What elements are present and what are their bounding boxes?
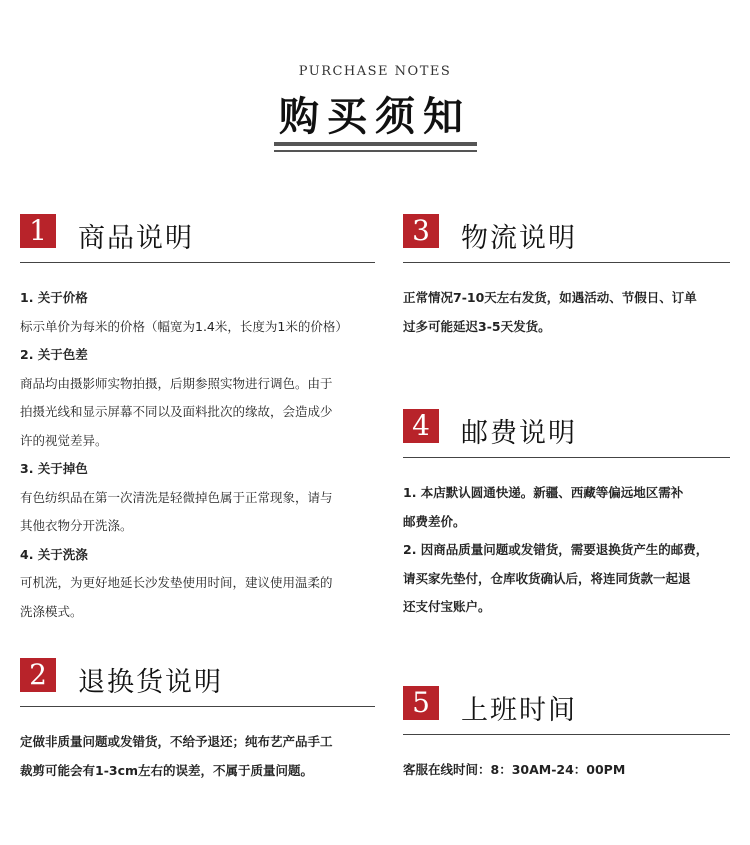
body-line: 拍摄光线和显示屏幕不同以及面料批次的缘故，会造成少 xyxy=(20,404,333,419)
body-line: 定做非质量问题或发错货，不给予退还；纯布艺产品手工 xyxy=(20,734,333,749)
page-title: 购买须知 xyxy=(279,93,471,140)
section-body xyxy=(20,728,375,785)
body-line: 标示单价为每米的价格（幅宽为1.4米，长度为1米的价格） xyxy=(20,318,348,334)
title-rule-thick xyxy=(274,142,477,146)
section-divider xyxy=(403,262,730,263)
body-line: 洗涤模式。 xyxy=(20,603,83,619)
body-line: 1. 本店默认圆通快递。新疆、西藏等偏远地区需补 xyxy=(403,485,684,500)
body-line: 2. 因商品质量问题或发错货，需要退换货产生的邮费， xyxy=(403,542,709,557)
section-number-badge: 4 xyxy=(403,409,439,443)
section-body xyxy=(403,479,730,622)
section-divider xyxy=(20,262,375,263)
section-header xyxy=(403,214,730,264)
body-line: 1. 关于价格 xyxy=(20,290,88,305)
body-line: 有色纺织品在第一次清洗是轻微掉色属于正常现象，请与 xyxy=(20,489,333,505)
section-body xyxy=(20,284,375,626)
body-line: 裁剪可能会有1-3cm左右的误差，不属于质量问题。 xyxy=(20,762,314,778)
section-number-badge: 3 xyxy=(403,214,439,248)
body-line: 4. 关于洗涤 xyxy=(20,546,88,562)
section-header xyxy=(403,409,730,459)
section-title: 退换货说明 xyxy=(78,667,223,698)
body-line: 请买家先垫付，仓库收货确认后，将连同货款一起退 xyxy=(403,570,691,586)
section-number-badge: 5 xyxy=(403,686,439,720)
section-shipping-fee xyxy=(403,409,730,622)
body-line: 2. 关于色差 xyxy=(20,347,88,362)
body-line: 邮费差价。 xyxy=(403,513,466,529)
body-line: 其他衣物分开洗涤。 xyxy=(20,518,133,533)
section-work-hours xyxy=(403,686,730,785)
section-header xyxy=(20,214,375,264)
section-body xyxy=(403,284,730,341)
body-line: 客服在线时间：8：30AM-24：00PM xyxy=(403,762,626,777)
section-logistics xyxy=(403,214,730,341)
section-title: 邮费说明 xyxy=(461,418,577,449)
section-body xyxy=(403,756,730,785)
section-number-badge: 1 xyxy=(20,214,56,248)
body-line: 3. 关于掉色 xyxy=(20,461,88,476)
body-line: 许的视觉差异。 xyxy=(20,432,108,448)
section-product-info xyxy=(20,214,375,626)
section-header xyxy=(20,658,375,708)
section-header xyxy=(403,686,730,736)
body-line: 还支付宝账户。 xyxy=(403,599,491,614)
header-subtitle: PURCHASE NOTES xyxy=(298,64,452,79)
body-line: 可机洗，为更好地延长沙发垫使用时间，建议使用温柔的 xyxy=(20,575,333,590)
body-line: 过多可能延迟3-5天发货。 xyxy=(403,318,551,334)
section-title: 物流说明 xyxy=(461,223,577,254)
section-divider xyxy=(20,706,375,707)
section-divider xyxy=(403,457,730,458)
section-title: 商品说明 xyxy=(78,223,194,254)
section-returns xyxy=(20,658,375,785)
section-divider xyxy=(403,734,730,735)
title-rule-thin xyxy=(274,150,477,152)
section-number-badge: 2 xyxy=(20,658,56,692)
body-line: 正常情况7-10天左右发货，如遇活动、节假日、订单 xyxy=(403,290,697,305)
body-line: 商品均由摄影师实物拍摄，后期参照实物进行调色。由于 xyxy=(20,375,333,391)
section-title: 上班时间 xyxy=(461,695,577,726)
